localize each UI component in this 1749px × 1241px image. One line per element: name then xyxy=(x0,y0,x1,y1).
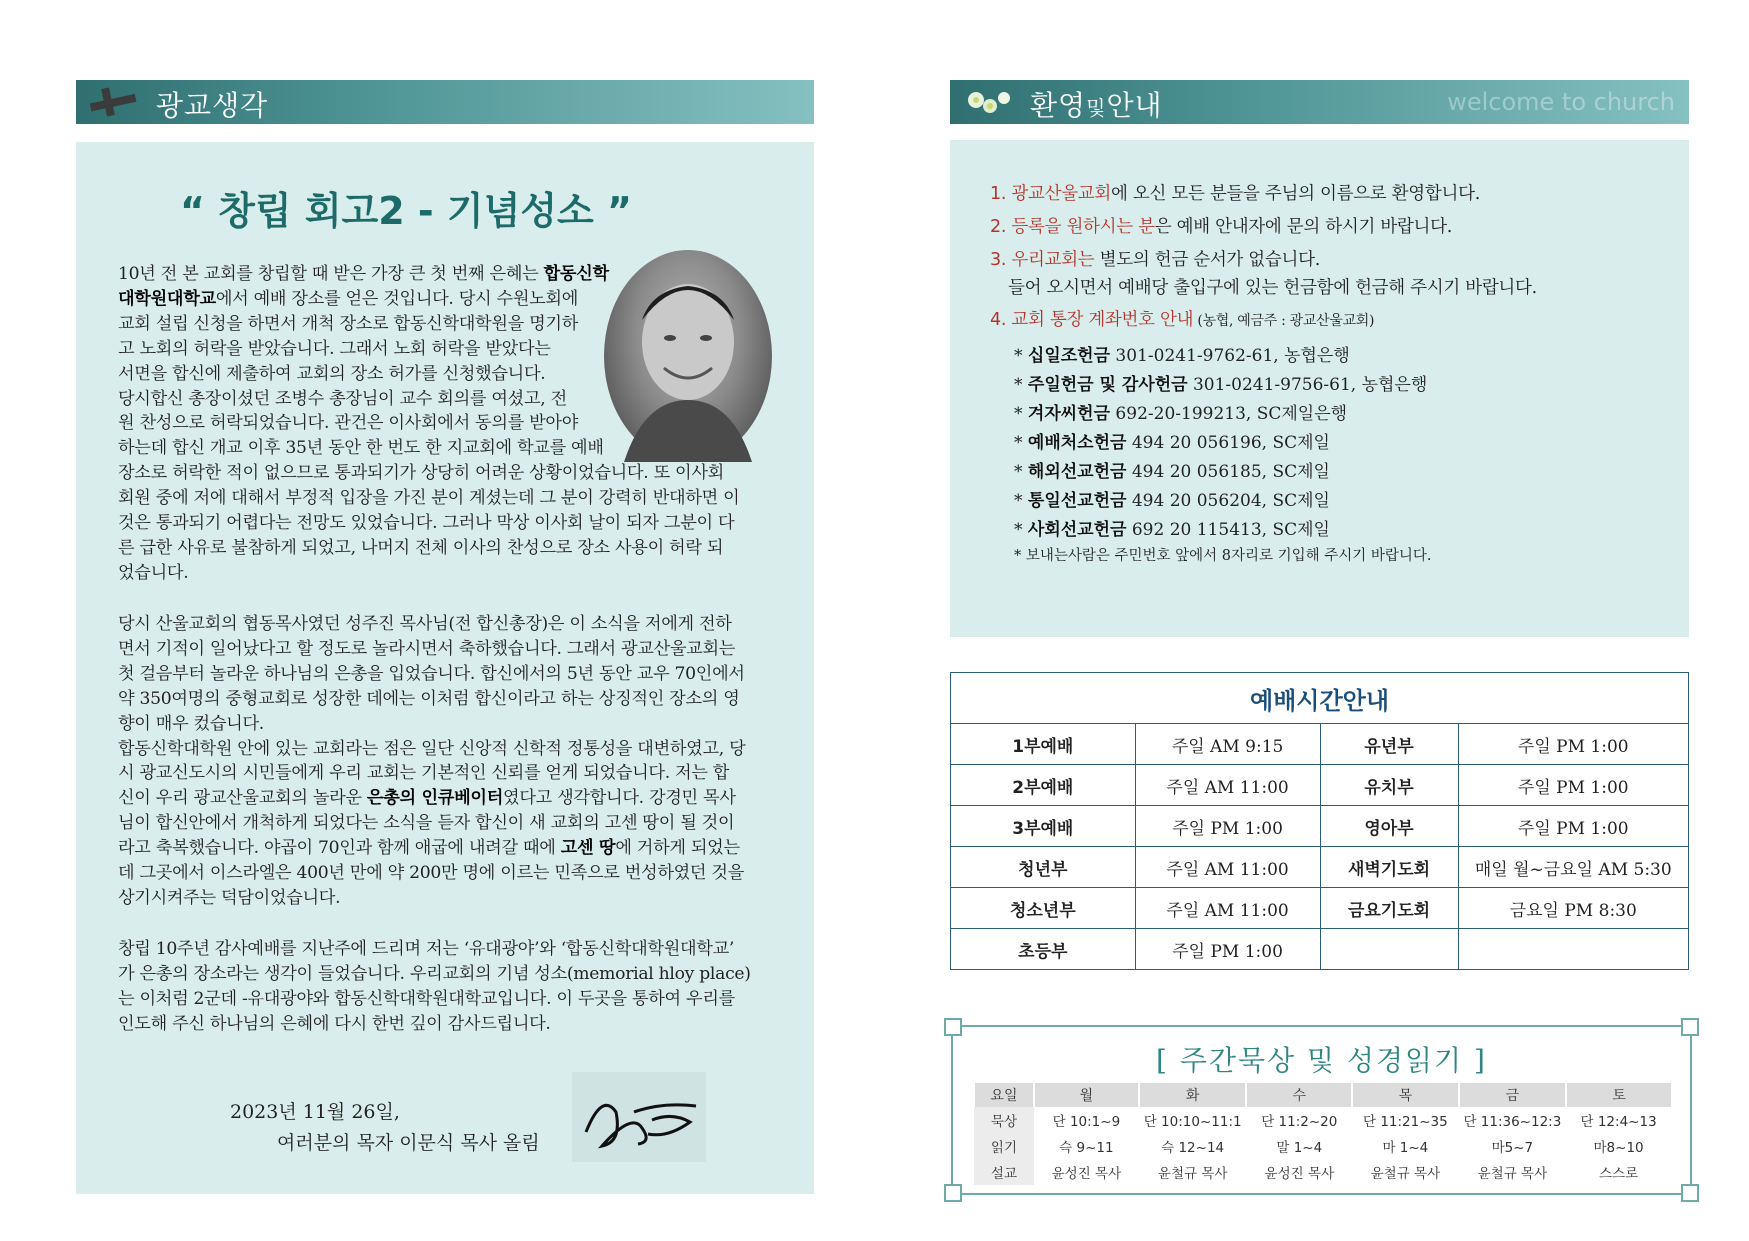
reading-cell: 마5~7 xyxy=(1491,1140,1534,1156)
worship-table-title: 예배시간안내 xyxy=(951,673,1689,724)
reading-day-header: 목 xyxy=(1352,1083,1458,1107)
account-name: 해외선교헌금 xyxy=(1027,462,1127,482)
account-number: 692 20 115413, SC제일 xyxy=(1126,520,1330,540)
worship-row xyxy=(951,724,1689,765)
article-line xyxy=(118,786,774,811)
article-line xyxy=(118,411,774,436)
service-name: 새벽기도회 xyxy=(1320,847,1458,888)
text-run: 교회 설립 신청을 하면서 개척 장소로 합동신학대학원을 명기하 xyxy=(118,313,579,334)
service-name: 청소년부 xyxy=(951,888,1136,929)
bold-text-run: 은총의 인큐베이터 xyxy=(366,788,504,809)
text-run: 당시합신 총장이셨던 조병수 총장님이 교수 회의를 여셨고, 전 xyxy=(118,388,567,409)
worship-row xyxy=(951,888,1689,929)
service-time: 주일 AM 11:00 xyxy=(1135,765,1320,806)
reading-cell: 단 10:10~11:1 xyxy=(1143,1114,1242,1130)
text-run: 고 노회의 허락을 받았습니다. 그래서 노회 허락을 받았다는 xyxy=(118,338,551,359)
service-name: 초등부 xyxy=(951,929,1136,970)
reading-cell: 마8~10 xyxy=(1593,1140,1644,1156)
text-run: 시 광교신도시의 시민들에게 우리 교회는 기본적인 신뢰를 얻게 되었습니다. 저는 합 xyxy=(118,763,730,784)
worship-row xyxy=(951,847,1689,888)
account-name: 통일선교헌금 xyxy=(1027,491,1127,511)
account-name: 사회선교헌금 xyxy=(1027,520,1127,540)
account-name: 십일조헌금 xyxy=(1027,346,1111,366)
reading-cell: 윤철규 목사 xyxy=(1370,1166,1441,1182)
service-name: 청년부 xyxy=(951,847,1136,888)
reading-cell: 단 11:2~20 xyxy=(1261,1114,1338,1130)
notice-3: 3. 우리교회는 별도의 헌금 순서가 없습니다. xyxy=(990,250,1320,270)
article-line xyxy=(118,637,774,662)
text-run: 10년 전 본 교회를 창립할 때 받은 가장 큰 첫 번째 은혜는 xyxy=(118,264,544,284)
notice-3-line-2: 들어 오시면서 예배당 출입구에 있는 헌금함에 헌금해 주시기 바랍니다. xyxy=(1008,278,1537,298)
service-name: 금요기도회 xyxy=(1320,888,1458,929)
article-line xyxy=(118,861,774,886)
article-line xyxy=(118,687,774,712)
account-item: * 예배처소헌금 494 20 056196, SC제일 xyxy=(1014,433,1330,453)
article-paragraph-1 xyxy=(118,262,774,586)
service-time: 주일 AM 11:00 xyxy=(1135,847,1320,888)
text-run: 에서 예배 장소를 얻은 것입니다. 당시 수원노회에 xyxy=(215,288,579,309)
article-line xyxy=(118,362,774,387)
reading-row xyxy=(974,1159,1671,1185)
text-run: 하는데 합신 개교 이후 35년 동안 한 번도 한 지교회에 학교를 예배 xyxy=(118,438,604,459)
text-run: 첫 걸음부터 놀라운 하나님의 은총을 입었습니다. 합신에서의 5년 동안 교우 70인에서 xyxy=(118,663,745,684)
reading-cell: 윤철규 목사 xyxy=(1477,1166,1548,1182)
article-line xyxy=(118,811,774,836)
article-line xyxy=(118,511,774,536)
service-name: 2부예배 xyxy=(951,765,1136,806)
account-number: 301-0241-9756-61, 농협은행 xyxy=(1187,375,1428,395)
account-note: * 보내는사람은 주민번호 앞에서 8자리로 기입해 주시기 바랍니다. xyxy=(1014,548,1432,564)
text-run: 라고 축복했습니다. 야곱이 70인과 함께 애굽에 내려갈 때에 xyxy=(118,838,561,859)
flower-icon xyxy=(960,86,1020,118)
account-name: 겨자씨헌금 xyxy=(1027,404,1111,424)
box-corner xyxy=(1681,1184,1699,1202)
account-name: 주일헌금 및 감사헌금 xyxy=(1027,375,1188,395)
service-time: 주일 PM 1:00 xyxy=(1458,724,1688,765)
article-line xyxy=(118,287,774,312)
text-run: 창립 10주년 감사예배를 지난주에 드리며 저는 ‘유대광야’와 ‘합동신학대학원대학교’ xyxy=(118,939,735,959)
reading-cell: 단 12:4~13 xyxy=(1580,1114,1657,1130)
text-run: 는 이처럼 2군데 -유대광야와 합동신학대학원대학교입니다. 이 두곳을 통하여 우리를 xyxy=(118,988,735,1009)
article-line xyxy=(118,886,774,911)
service-name: 1부예배 xyxy=(951,724,1136,765)
text-run: 당시 산울교회의 협동목사였던 성주진 목사님(전 합신총장)은 이 소식을 저에게 전하 xyxy=(118,614,732,634)
text-run: 장소로 허락한 적이 없으므로 통과되기가 상당히 어려운 상황이었습니다. 또 이사회 xyxy=(118,463,724,484)
text-run: 향이 매우 컸습니다. xyxy=(118,713,264,734)
article-line xyxy=(118,312,774,337)
service-name: 유년부 xyxy=(1320,724,1458,765)
service-time: 주일 AM 11:00 xyxy=(1135,888,1320,929)
worship-schedule-table xyxy=(950,672,1689,970)
reading-cell: 단 10:1~9 xyxy=(1052,1114,1121,1130)
notice-2: 2. 등록을 원하시는 분은 예배 안내자에 문의 하시기 바랍니다. xyxy=(990,217,1453,237)
reading-cell: 윤철규 목사 xyxy=(1157,1166,1228,1182)
reading-day-header: 금 xyxy=(1459,1083,1567,1107)
text-run: 였다고 생각합니다. 강경민 목사 xyxy=(503,788,736,809)
box-corner xyxy=(944,1184,962,1202)
text-run: 데 그곳에서 이스라엘은 400년 만에 약 200만 명에 이르는 민족으로 번성하였던 것을 xyxy=(118,863,745,884)
article-line xyxy=(118,612,774,637)
service-time: 금요일 PM 8:30 xyxy=(1458,888,1688,929)
reading-cell: 마 1~4 xyxy=(1382,1140,1429,1156)
service-time: 주일 AM 9:15 xyxy=(1135,724,1320,765)
right-header-title: 환영및안내 xyxy=(1030,89,1163,122)
text-run: 합동신학대학원 안에 있는 교회라는 점은 일단 신앙적 신학적 정통성을 대변하였고, 당 xyxy=(118,738,746,759)
account-number: 494 20 056204, SC제일 xyxy=(1126,491,1330,511)
account-item: * 십일조헌금 301-0241-9762-61, 농협은행 xyxy=(1014,346,1350,366)
reading-row-label: 읽기 xyxy=(974,1133,1034,1159)
service-name: 유치부 xyxy=(1320,765,1458,806)
reading-day-header: 수 xyxy=(1246,1083,1352,1107)
text-run: 른 급한 사유로 불참하게 되었고, 나머지 전체 이사의 찬성으로 장소 사용이 허락 되 xyxy=(118,537,724,558)
right-header-bar xyxy=(950,80,1689,124)
text-run: 상기시켜주는 덕담이었습니다. xyxy=(118,887,341,908)
account-item: * 주일헌금 및 감사헌금 301-0241-9756-61, 농협은행 xyxy=(1014,375,1428,395)
article-line xyxy=(118,436,774,461)
account-number: 301-0241-9762-61, 농협은행 xyxy=(1110,346,1350,366)
article-line xyxy=(118,987,774,1012)
text-run: 면서 기적이 일어났다고 할 정도로 놀라시면서 축하했습니다. 그래서 광교산울교회는 xyxy=(118,638,736,659)
service-time xyxy=(1458,929,1688,970)
text-run: 원 찬성으로 허락되었습니다. 관건은 이사회에서 동의를 받아야 xyxy=(118,413,579,434)
text-run: 었습니다. xyxy=(118,562,189,583)
account-number: 692-20-199213, SC제일은행 xyxy=(1110,404,1348,424)
welcome-watermark: welcome to church xyxy=(1447,88,1675,116)
reading-title: [ 주간묵상 및 성경읽기 ] xyxy=(1156,1044,1487,1077)
reading-cell: 슥 12~14 xyxy=(1161,1140,1225,1156)
account-name: 예배처소헌금 xyxy=(1027,433,1127,453)
bold-text-run: 대학원대학교 xyxy=(118,288,216,309)
service-time: 주일 PM 1:00 xyxy=(1458,806,1688,847)
article-line xyxy=(118,461,774,486)
reading-day-header: 화 xyxy=(1139,1083,1247,1107)
account-number: 494 20 056185, SC제일 xyxy=(1126,462,1330,482)
left-header-bar xyxy=(76,80,814,124)
reading-cell: 단 11:36~12:3 xyxy=(1463,1114,1562,1130)
service-time: 주일 PM 1:00 xyxy=(1458,765,1688,806)
service-time: 주일 PM 1:00 xyxy=(1135,806,1320,847)
account-number: 494 20 056196, SC제일 xyxy=(1126,433,1330,453)
reading-cell: 윤성진 목사 xyxy=(1051,1166,1122,1182)
article-line xyxy=(118,536,774,561)
reading-day-header: 요일 xyxy=(974,1083,1034,1107)
article-line xyxy=(118,761,774,786)
service-name: 영아부 xyxy=(1320,806,1458,847)
account-item: * 통일선교헌금 494 20 056204, SC제일 xyxy=(1014,491,1330,511)
article-line xyxy=(118,262,774,287)
bold-text-run: 고센 땅 xyxy=(560,838,616,859)
service-time: 매일 월~금요일 AM 5:30 xyxy=(1458,847,1688,888)
article-line xyxy=(118,836,774,861)
handwritten-signature xyxy=(572,1072,706,1162)
reading-row xyxy=(974,1133,1671,1159)
reading-table xyxy=(973,1083,1671,1185)
weekly-reading-box xyxy=(951,1025,1692,1195)
article-line xyxy=(118,1012,774,1037)
notice-1: 1. 광교산울교회에 오신 모든 분들을 주님의 이름으로 환영합니다. xyxy=(990,184,1480,204)
service-time: 주일 PM 1:00 xyxy=(1135,929,1320,970)
text-run: 것은 통과되기 어렵다는 전망도 있었습니다. 그러나 막상 이사회 날이 되자 그분이 다 xyxy=(118,513,735,534)
reading-cell: 단 11:21~35 xyxy=(1362,1114,1448,1130)
article-paragraph-2 xyxy=(118,612,774,911)
account-item: * 해외선교헌금 494 20 056185, SC제일 xyxy=(1014,462,1330,482)
article-line xyxy=(118,662,774,687)
article-title: “ 창립 회고2 - 기념성소 ” xyxy=(180,189,632,233)
article-line xyxy=(118,561,774,586)
box-corner xyxy=(1681,1018,1699,1036)
account-item: * 겨자씨헌금 692-20-199213, SC제일은행 xyxy=(1014,404,1348,424)
left-header-title: 광교생각 xyxy=(156,89,269,122)
cross-icon xyxy=(86,86,146,118)
reading-row xyxy=(974,1107,1671,1133)
reading-day-header: 토 xyxy=(1566,1083,1671,1107)
bold-text-run: 합동신학 xyxy=(543,264,609,284)
article-line xyxy=(118,387,774,412)
article-line xyxy=(118,737,774,762)
text-run: 신이 우리 광교산울교회의 놀라운 xyxy=(118,788,367,809)
reading-row-label: 묵상 xyxy=(974,1107,1034,1133)
article-line xyxy=(118,962,774,987)
service-name xyxy=(1320,929,1458,970)
service-name: 3부예배 xyxy=(951,806,1136,847)
article-line xyxy=(118,337,774,362)
worship-row xyxy=(951,929,1689,970)
text-run: 인도해 주신 하나님의 은혜에 다시 한번 깊이 감사드립니다. xyxy=(118,1013,551,1034)
text-run: 가 은총의 장소라는 생각이 들었습니다. 우리교회의 기념 성소(memorial hloy place) xyxy=(118,963,751,984)
letter-signoff: 여러분의 목자 이문식 목사 올림 xyxy=(277,1132,540,1154)
text-run: 서면을 합신에 제출하여 교회의 장소 허가를 신청했습니다. xyxy=(118,363,546,384)
reading-cell: 윤성진 목사 xyxy=(1264,1166,1335,1182)
reading-cell: 슥 9~11 xyxy=(1059,1140,1114,1156)
notice-4: 4. 교회 통장 계좌번호 안내 (농협, 예금주 : 광교산울교회) xyxy=(990,310,1375,330)
article-line xyxy=(118,712,774,737)
text-run: 에 거하게 되었는 xyxy=(615,838,740,859)
reading-row-label: 설교 xyxy=(974,1159,1034,1185)
box-corner xyxy=(944,1018,962,1036)
article-line xyxy=(118,486,774,511)
letter-date: 2023년 11월 26일, xyxy=(230,1101,400,1123)
worship-row xyxy=(951,765,1689,806)
account-item: * 사회선교헌금 692 20 115413, SC제일 xyxy=(1014,520,1330,540)
reading-day-header: 월 xyxy=(1034,1083,1139,1107)
article-line xyxy=(118,937,774,962)
text-run: 회원 중에 저에 대해서 부정적 입장을 가진 분이 계셨는데 그 분이 강력히 반대하면 이 xyxy=(118,488,740,509)
worship-row xyxy=(951,806,1689,847)
reading-cell: 스스로 xyxy=(1599,1166,1639,1182)
article-paragraph-3 xyxy=(118,937,774,1037)
text-run: 님이 합신안에서 개척하게 되었다는 소식을 듣자 합신이 새 교회의 고센 땅이 될 것이 xyxy=(118,813,735,834)
reading-cell: 말 1~4 xyxy=(1276,1140,1323,1156)
text-run: 약 350여명의 중형교회로 성장한 데에는 이처럼 합신이라고 하는 상징적인 장소의 영 xyxy=(118,688,740,709)
